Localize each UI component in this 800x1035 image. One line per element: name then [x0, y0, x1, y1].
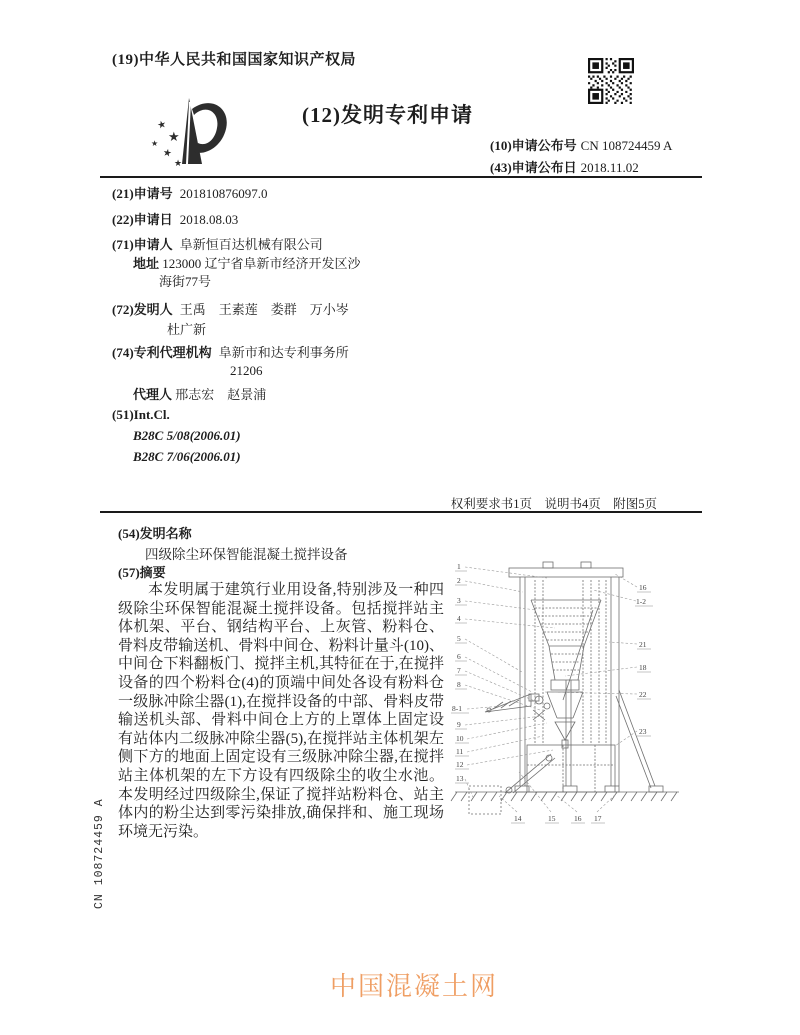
patent-figure — [443, 550, 699, 840]
figure-label: 1 — [457, 562, 461, 571]
figure-label: 1-2 — [636, 597, 646, 606]
figure-label: 21 — [639, 640, 647, 649]
figure-label: 15 — [548, 814, 556, 823]
invention-title-heading: (54)发明名称 — [118, 526, 192, 541]
figure-label: 11 — [456, 747, 464, 756]
field-label: Int.Cl. — [133, 407, 170, 422]
figure-label: 10 — [456, 734, 464, 743]
abstract-text: 本发明属于建筑行业用设备,特别涉及一种四级除尘环保智能混凝土搅拌设备。包括搅拌站主体机架、平台、钢结构平台、上灰管、粉料仓、骨料皮带输送机、骨料中间仓、粉料计量斗(10)、中间仓下料翻板门、搅拌主机,其特征在于,在搅拌设备的四个粉料仓(4)的顶端中间处各设有粉料仓一级脉冲除尘器(1),在搅拌设备的中部、骨料皮带输送机头部、骨料中间仓上方的上罩体上固定设有站体内二级脉冲除尘器(5),在搅拌站主体机架左侧下方的地面上固定设有三级脉冲除尘器,在搅拌站主体机架的左下方设有四级除尘的收尘水池。本发明经过四级除尘,保证了搅拌站粉料仓、站主体内的粉尘达到零污染排放,确保拌和、施工现场环境无污染。 — [118, 582, 444, 840]
figure-label: 22 — [639, 690, 647, 699]
svg-text:★: ★ — [151, 139, 159, 148]
inventors-line2: 杜广新 — [167, 322, 207, 337]
field-tag: (71) — [112, 237, 134, 252]
figure-label: 18 — [639, 663, 647, 672]
agent-names: 邢志宏 赵景浦 — [175, 387, 267, 402]
publication-number-row — [490, 135, 672, 154]
field-label: 申请日 — [133, 212, 173, 227]
publication-number-value: CN 108724459 A — [580, 138, 673, 153]
agency-row — [112, 342, 349, 361]
applicant-row — [112, 234, 323, 253]
figure-label: 23 — [639, 727, 647, 736]
field-label: 发明人 — [133, 302, 173, 317]
application-number-row — [112, 183, 267, 202]
address-value: 123000 辽宁省阜新市经济开发区沙 — [162, 256, 361, 271]
agent-row — [133, 384, 266, 403]
inventors-row — [112, 299, 349, 318]
application-date-row — [112, 209, 238, 228]
field-label: 专利代理机构 — [133, 345, 212, 360]
field-label: 申请号 — [133, 186, 173, 201]
svg-text:★: ★ — [174, 158, 183, 168]
agency-name: 阜新市和达专利事务所 — [218, 345, 349, 360]
document-type-title: (12)发明专利申请 — [302, 103, 473, 127]
figure-label: 17 — [594, 814, 602, 823]
publication-date-value: 2018.11.02 — [580, 160, 639, 175]
field-tag: (74) — [112, 345, 134, 360]
ipc-class-1: B28C 5/08(2006.01) — [133, 428, 241, 443]
publication-date-label: (43)申请公布日 — [490, 160, 577, 175]
address-label: 地址 — [133, 256, 160, 271]
svg-text:★: ★ — [161, 147, 173, 160]
figure-label: 8 — [457, 680, 461, 689]
field-value: 2018.08.03 — [179, 212, 239, 227]
field-label: 申请人 — [133, 237, 173, 252]
vertical-doc-number: CN 108724459 A — [93, 798, 106, 909]
figure-label: 7 — [457, 666, 461, 675]
field-tag: (51) — [112, 407, 134, 422]
publication-number-label: (10)申请公布号 — [490, 138, 577, 153]
figure-label: 16 — [639, 583, 647, 592]
abstract-heading: (57)摘要 — [118, 565, 166, 580]
cnipa-logo-icon — [145, 94, 235, 169]
figure-label: 12 — [456, 760, 464, 769]
figure-label: 16 — [574, 814, 582, 823]
agency-code: 21206 — [230, 363, 263, 378]
inventor-names: 王禹 王素莲 娄群 万小岑 — [179, 302, 349, 317]
applicant-name: 阜新恒百达机械有限公司 — [179, 237, 323, 252]
header-rule — [100, 176, 702, 178]
ipc-class-2: B28C 7/06(2006.01) — [133, 449, 241, 464]
watermark-text: 中国混凝土网 — [330, 971, 499, 1001]
figure-label: 14 — [514, 814, 522, 823]
figure-label: 3 — [457, 596, 461, 605]
field-value: 201810876097.0 — [179, 186, 268, 201]
figure-label: 2 — [457, 576, 461, 585]
applicant-address-line1 — [133, 253, 361, 272]
pages-note: 权利要求书1页 说明书4页 附图5页 — [450, 497, 657, 511]
patent-figure-drawing — [443, 550, 699, 840]
int-cl-row — [112, 407, 177, 423]
figure-label: 6 — [457, 652, 461, 661]
qr-code-icon — [588, 58, 634, 104]
figure-label: 13 — [456, 774, 464, 783]
svg-text:★: ★ — [168, 129, 180, 144]
svg-text:★: ★ — [156, 118, 168, 132]
publication-date-row — [490, 157, 639, 176]
figure-label: 4 — [457, 614, 461, 623]
field-tag: (72) — [112, 302, 134, 317]
applicant-address-line2: 海街77号 — [159, 274, 212, 289]
issuing-office: (19)中华人民共和国国家知识产权局 — [112, 52, 356, 68]
section-rule — [100, 511, 702, 513]
field-tag: (21) — [112, 186, 134, 201]
field-tag: (22) — [112, 212, 134, 227]
figure-label: 9 — [457, 720, 461, 729]
invention-title: 四级除尘环保智能混凝土搅拌设备 — [145, 547, 348, 562]
figure-label: 5 — [457, 634, 461, 643]
figure-label: 8-1 — [452, 704, 462, 713]
agent-label: 代理人 — [133, 387, 173, 402]
